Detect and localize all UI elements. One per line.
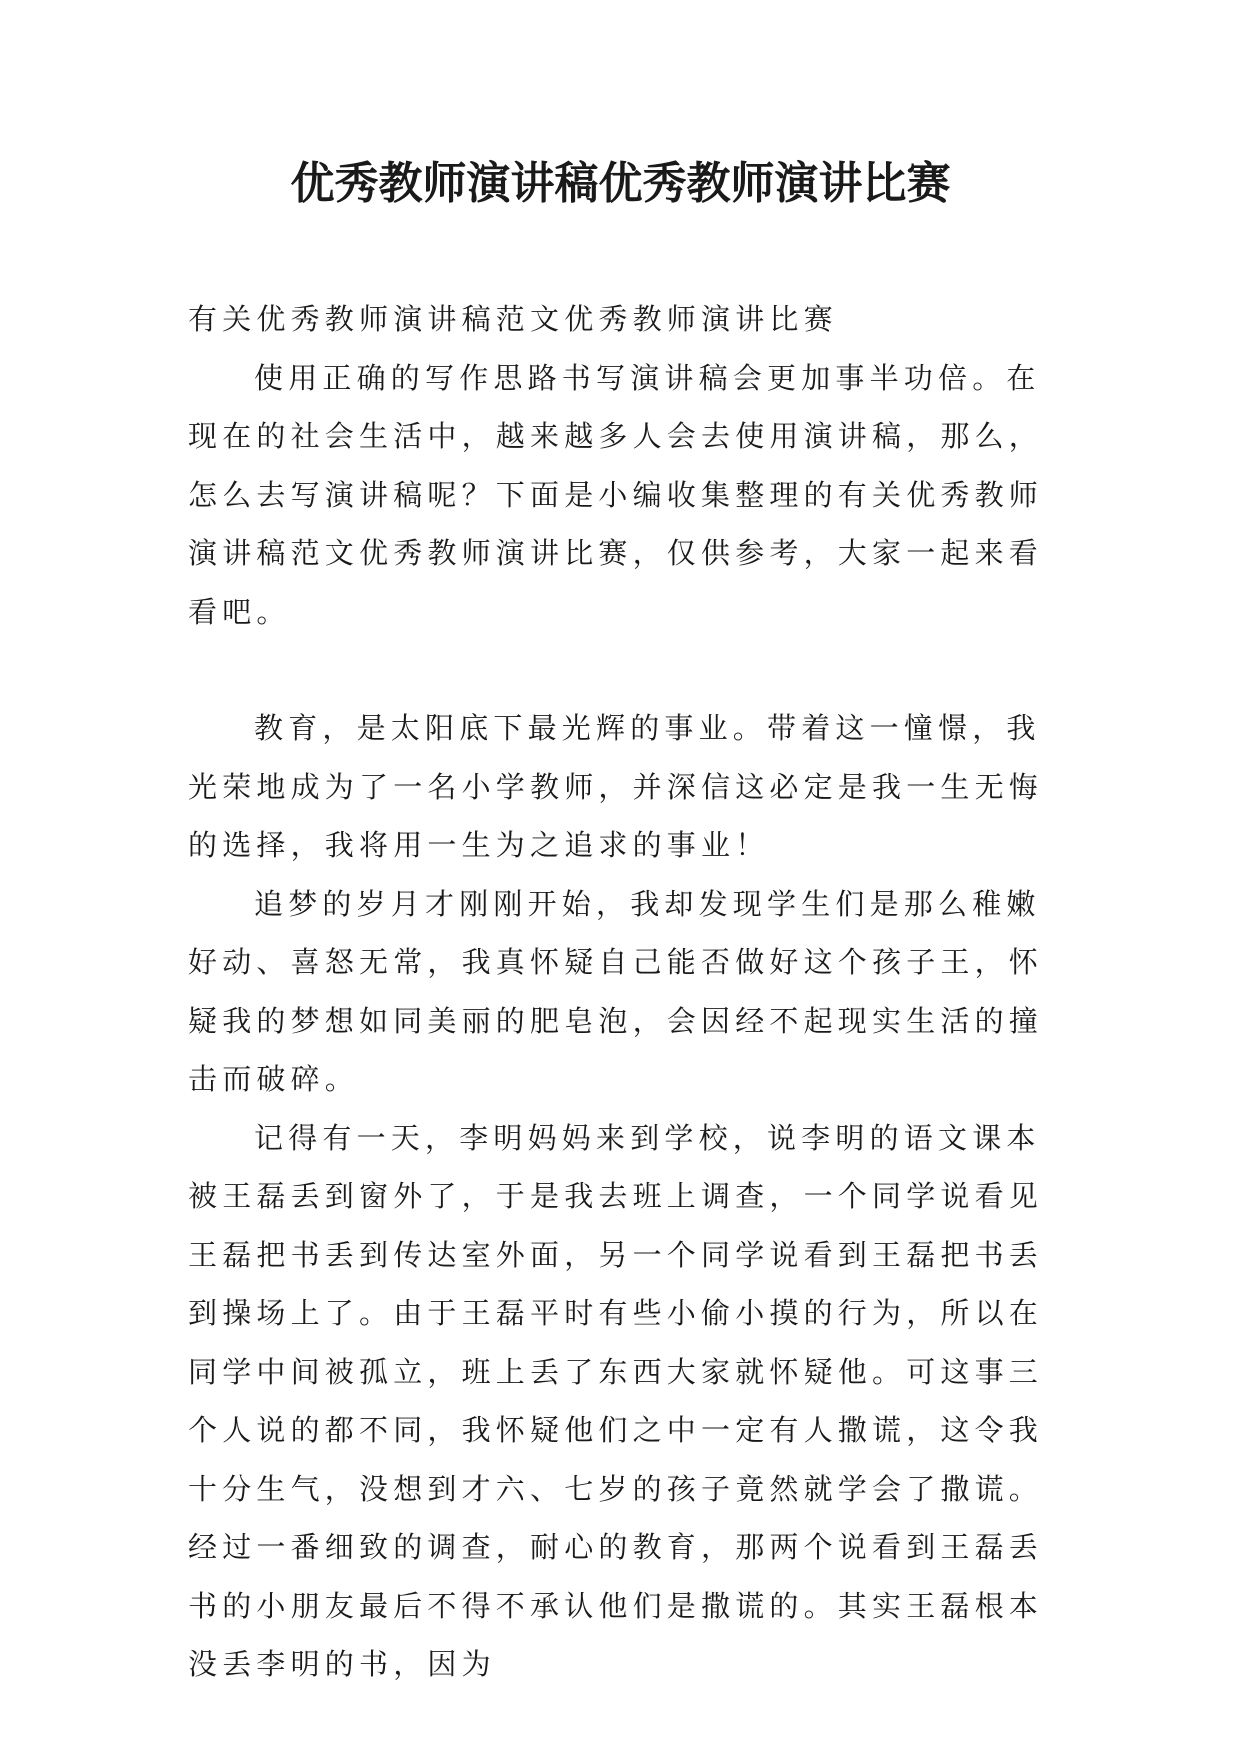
paragraph-education: 教育，是太阳底下最光辉的事业。带着这一憧憬，我光荣地成为了一名小学教师，并深信这必定是我一生无悔的选择，我将用一生为之追求的事业！ (188, 711, 1044, 862)
document-title: 优秀教师演讲稿优秀教师演讲比赛 (290, 158, 951, 209)
document-subtitle: 有关优秀教师演讲稿范文优秀教师演讲比赛 (188, 302, 838, 336)
paragraph-dream: 追梦的岁月才刚刚开始，我却发现学生们是那么稚嫩好动、喜怒无常，我真怀疑自己能否做好这个孩子王，怀疑我的梦想如同美丽的肥皂泡，会因经不起现实生活的撞击而破碎。 (188, 886, 1044, 1096)
paragraph-intro: 使用正确的写作思路书写演讲稿会更加事半功倍。在现在的社会生活中，越来越多人会去使用演讲稿，那么，怎么去写演讲稿呢？下面是小编收集整理的有关优秀教师演讲稿范文优秀教师演讲比赛，仅供参考，大家一起来看看吧。 (188, 360, 1044, 629)
paragraph-story: 记得有一天，李明妈妈来到学校，说李明的语文课本被王磊丢到窗外了，于是我去班上调查，一个同学说看见王磊把书丢到传达室外面，另一个同学说看到王磊把书丢到操场上了。由于王磊平时有些小偷小摸的行为，所以在同学中间被孤立，班上丢了东西大家就怀疑他。可这事三个人说的都不同，我怀疑他们之中一定有人撒谎，这令我十分生气，没想到才六、七岁的孩子竟然就学会了撒谎。经过一番细致的调查，耐心的教育，那两个说看到王磊丢书的小朋友最后不得不承认他们是撒谎的。其实王磊根本没丢李明的书，因为 (188, 1120, 1044, 1681)
document-body (188, 290, 1058, 1694)
paragraph-gap (188, 641, 1058, 699)
